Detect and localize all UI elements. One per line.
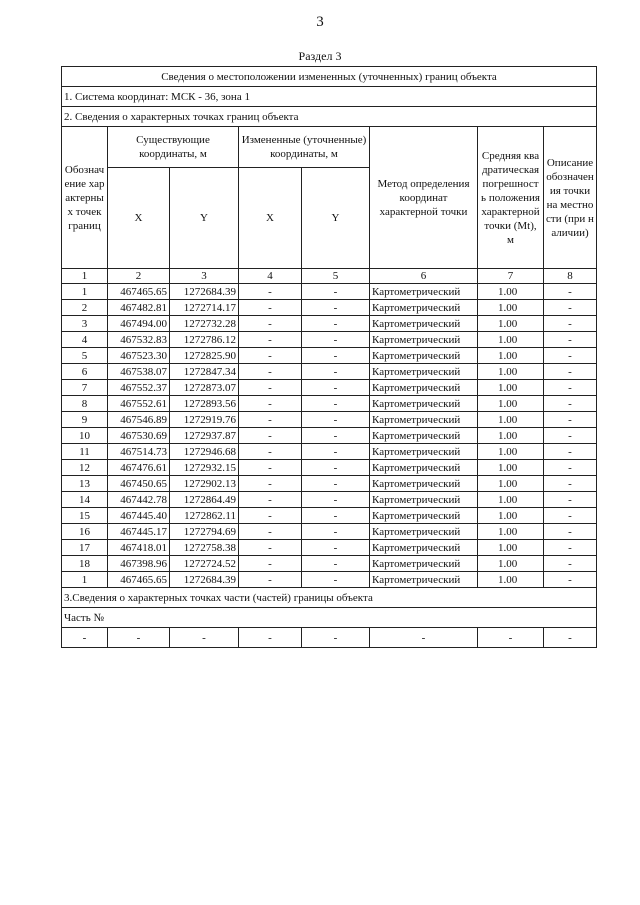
changed-x-cell: - — [239, 316, 302, 332]
point-number-cell: 6 — [62, 364, 108, 380]
changed-x-cell: - — [239, 492, 302, 508]
method-cell: Картометрический — [370, 540, 478, 556]
changed-y-cell: - — [302, 572, 370, 588]
column-index-cell: 8 — [544, 269, 597, 284]
changed-y-cell: - — [302, 348, 370, 364]
existing-y-cell: 1272946.68 — [170, 444, 239, 460]
existing-x-cell: 467552.61 — [108, 396, 170, 412]
table-row — [62, 316, 597, 332]
point-number-cell: 5 — [62, 348, 108, 364]
boundary-table — [61, 66, 597, 648]
description-cell: - — [544, 428, 597, 444]
table-row — [62, 364, 597, 380]
header-changed-y: Y — [302, 168, 370, 269]
method-cell: Картометрический — [370, 332, 478, 348]
method-cell: Картометрический — [370, 380, 478, 396]
changed-y-cell: - — [302, 540, 370, 556]
header-existing-y: Y — [170, 168, 239, 269]
description-cell: - — [544, 460, 597, 476]
parts-heading: 3.Сведения о характерных точках части (частей) границы объекта — [62, 588, 597, 608]
table-row — [62, 492, 597, 508]
method-cell: Картометрический — [370, 300, 478, 316]
existing-x-cell: 467494.00 — [108, 316, 170, 332]
existing-x-cell: 467482.81 — [108, 300, 170, 316]
changed-y-cell: - — [302, 460, 370, 476]
changed-y-cell: - — [302, 332, 370, 348]
point-number-cell: 7 — [62, 380, 108, 396]
point-number-cell: 9 — [62, 412, 108, 428]
empty-cell: - — [62, 628, 108, 648]
description-cell: - — [544, 556, 597, 572]
table-row — [62, 460, 597, 476]
changed-x-cell: - — [239, 332, 302, 348]
method-cell: Картометрический — [370, 412, 478, 428]
table-title: Сведения о местоположении измененных (уточненных) границ объекта — [62, 67, 597, 87]
error-cell: 1.00 — [478, 508, 544, 524]
header-description: Описание обозначения точки на местности (при наличии) — [544, 127, 597, 269]
description-cell: - — [544, 492, 597, 508]
method-cell: Картометрический — [370, 556, 478, 572]
point-number-cell: 2 — [62, 300, 108, 316]
description-cell: - — [544, 364, 597, 380]
existing-y-cell: 1272919.76 — [170, 412, 239, 428]
existing-x-cell: 467523.30 — [108, 348, 170, 364]
changed-x-cell: - — [239, 476, 302, 492]
description-cell: - — [544, 348, 597, 364]
existing-y-cell: 1272862.11 — [170, 508, 239, 524]
point-number-cell: 17 — [62, 540, 108, 556]
table-row — [62, 412, 597, 428]
table-row — [62, 572, 597, 588]
empty-part-row — [62, 628, 597, 648]
point-number-cell: 14 — [62, 492, 108, 508]
point-number-cell: 13 — [62, 476, 108, 492]
existing-x-cell: 467532.83 — [108, 332, 170, 348]
point-number-cell: 4 — [62, 332, 108, 348]
changed-x-cell: - — [239, 540, 302, 556]
table-row — [62, 556, 597, 572]
column-index-cell: 7 — [478, 269, 544, 284]
changed-y-cell: - — [302, 284, 370, 300]
existing-x-cell: 467445.40 — [108, 508, 170, 524]
existing-y-cell: 1272714.17 — [170, 300, 239, 316]
changed-y-cell: - — [302, 396, 370, 412]
changed-y-cell: - — [302, 428, 370, 444]
error-cell: 1.00 — [478, 492, 544, 508]
section-title: Раздел 3 — [298, 49, 342, 63]
column-index-cell: 6 — [370, 269, 478, 284]
header-changed-coords: Измененные (уточненные) координаты, м — [239, 127, 370, 168]
changed-x-cell: - — [239, 412, 302, 428]
table-row — [62, 524, 597, 540]
changed-y-cell: - — [302, 556, 370, 572]
description-cell: - — [544, 508, 597, 524]
changed-y-cell: - — [302, 444, 370, 460]
error-cell: 1.00 — [478, 348, 544, 364]
existing-y-cell: 1272794.69 — [170, 524, 239, 540]
error-cell: 1.00 — [478, 300, 544, 316]
error-cell: 1.00 — [478, 380, 544, 396]
existing-y-cell: 1272825.90 — [170, 348, 239, 364]
point-number-cell: 8 — [62, 396, 108, 412]
existing-y-cell: 1272732.28 — [170, 316, 239, 332]
point-number-cell: 18 — [62, 556, 108, 572]
method-cell: Картометрический — [370, 508, 478, 524]
description-cell: - — [544, 524, 597, 540]
part-label: Часть № — [62, 608, 597, 628]
changed-y-cell: - — [302, 412, 370, 428]
table-row — [62, 332, 597, 348]
table-row — [62, 476, 597, 492]
changed-y-cell: - — [302, 364, 370, 380]
existing-x-cell: 467442.78 — [108, 492, 170, 508]
method-cell: Картометрический — [370, 444, 478, 460]
changed-x-cell: - — [239, 284, 302, 300]
changed-x-cell: - — [239, 508, 302, 524]
existing-x-cell: 467445.17 — [108, 524, 170, 540]
error-cell: 1.00 — [478, 540, 544, 556]
point-number-cell: 3 — [62, 316, 108, 332]
description-cell: - — [544, 572, 597, 588]
changed-x-cell: - — [239, 396, 302, 412]
header-method: Метод определения координат характерной точки — [370, 127, 478, 269]
existing-x-cell: 467465.65 — [108, 284, 170, 300]
method-cell: Картометрический — [370, 396, 478, 412]
changed-y-cell: - — [302, 492, 370, 508]
point-number-cell: 12 — [62, 460, 108, 476]
existing-y-cell: 1272724.52 — [170, 556, 239, 572]
changed-x-cell: - — [239, 556, 302, 572]
coord-system: 1. Система координат: МСК - 36, зона 1 — [62, 87, 597, 107]
description-cell: - — [544, 316, 597, 332]
error-cell: 1.00 — [478, 332, 544, 348]
method-cell: Картометрический — [370, 428, 478, 444]
method-cell: Картометрический — [370, 364, 478, 380]
method-cell: Картометрический — [370, 316, 478, 332]
table-row — [62, 284, 597, 300]
existing-x-cell: 467530.69 — [108, 428, 170, 444]
table-row — [62, 380, 597, 396]
description-cell: - — [544, 284, 597, 300]
existing-y-cell: 1272864.49 — [170, 492, 239, 508]
existing-y-cell: 1272893.56 — [170, 396, 239, 412]
existing-y-cell: 1272937.87 — [170, 428, 239, 444]
table-row — [62, 300, 597, 316]
existing-x-cell: 467538.07 — [108, 364, 170, 380]
existing-x-cell: 467546.89 — [108, 412, 170, 428]
column-index-cell: 5 — [302, 269, 370, 284]
existing-y-cell: 1272684.39 — [170, 284, 239, 300]
changed-y-cell: - — [302, 316, 370, 332]
existing-y-cell: 1272758.38 — [170, 540, 239, 556]
method-cell: Картометрический — [370, 524, 478, 540]
changed-x-cell: - — [239, 524, 302, 540]
header-existing-x: X — [108, 168, 170, 269]
empty-cell: - — [370, 628, 478, 648]
error-cell: 1.00 — [478, 284, 544, 300]
error-cell: 1.00 — [478, 396, 544, 412]
existing-x-cell: 467465.65 — [108, 572, 170, 588]
empty-cell: - — [108, 628, 170, 648]
method-cell: Картометрический — [370, 460, 478, 476]
existing-y-cell: 1272786.12 — [170, 332, 239, 348]
changed-x-cell: - — [239, 460, 302, 476]
description-cell: - — [544, 380, 597, 396]
existing-x-cell: 467398.96 — [108, 556, 170, 572]
method-cell: Картометрический — [370, 348, 478, 364]
changed-y-cell: - — [302, 476, 370, 492]
column-index-cell: 4 — [239, 269, 302, 284]
changed-x-cell: - — [239, 364, 302, 380]
error-cell: 1.00 — [478, 428, 544, 444]
existing-y-cell: 1272902.13 — [170, 476, 239, 492]
description-cell: - — [544, 476, 597, 492]
table-row — [62, 508, 597, 524]
description-cell: - — [544, 444, 597, 460]
changed-x-cell: - — [239, 444, 302, 460]
description-cell: - — [544, 332, 597, 348]
points-heading: 2. Сведения о характерных точках границ объекта — [62, 107, 597, 127]
existing-x-cell: 467418.01 — [108, 540, 170, 556]
table-row — [62, 444, 597, 460]
header-existing-coords: Существующие координаты, м — [108, 127, 239, 168]
empty-cell: - — [302, 628, 370, 648]
changed-x-cell: - — [239, 380, 302, 396]
method-cell: Картометрический — [370, 572, 478, 588]
header-changed-x: X — [239, 168, 302, 269]
existing-x-cell: 467552.37 — [108, 380, 170, 396]
existing-y-cell: 1272847.34 — [170, 364, 239, 380]
empty-cell: - — [478, 628, 544, 648]
column-index-cell: 2 — [108, 269, 170, 284]
existing-x-cell: 467514.73 — [108, 444, 170, 460]
error-cell: 1.00 — [478, 556, 544, 572]
description-cell: - — [544, 396, 597, 412]
existing-y-cell: 1272684.39 — [170, 572, 239, 588]
error-cell: 1.00 — [478, 364, 544, 380]
description-cell: - — [544, 540, 597, 556]
point-number-cell: 16 — [62, 524, 108, 540]
changed-y-cell: - — [302, 524, 370, 540]
point-number-cell: 10 — [62, 428, 108, 444]
empty-cell: - — [544, 628, 597, 648]
error-cell: 1.00 — [478, 572, 544, 588]
empty-cell: - — [170, 628, 239, 648]
error-cell: 1.00 — [478, 316, 544, 332]
existing-y-cell: 1272932.15 — [170, 460, 239, 476]
table-row — [62, 428, 597, 444]
method-cell: Картометрический — [370, 284, 478, 300]
existing-y-cell: 1272873.07 — [170, 380, 239, 396]
error-cell: 1.00 — [478, 524, 544, 540]
error-cell: 1.00 — [478, 444, 544, 460]
method-cell: Картометрический — [370, 492, 478, 508]
empty-cell: - — [239, 628, 302, 648]
table-row — [62, 396, 597, 412]
changed-x-cell: - — [239, 348, 302, 364]
point-number-cell: 1 — [62, 284, 108, 300]
header-error: Средняя квадратическая погрешность положения характерной точки (Mt), м — [478, 127, 544, 269]
column-index-cell: 3 — [170, 269, 239, 284]
point-number-cell: 1 — [62, 572, 108, 588]
error-cell: 1.00 — [478, 412, 544, 428]
changed-x-cell: - — [239, 572, 302, 588]
column-index-row — [62, 269, 597, 284]
page-number: 3 — [316, 14, 324, 30]
table-row — [62, 540, 597, 556]
description-cell: - — [544, 412, 597, 428]
description-cell: - — [544, 300, 597, 316]
existing-x-cell: 467476.61 — [108, 460, 170, 476]
changed-y-cell: - — [302, 380, 370, 396]
changed-x-cell: - — [239, 300, 302, 316]
column-index-cell: 1 — [62, 269, 108, 284]
error-cell: 1.00 — [478, 460, 544, 476]
table-row — [62, 348, 597, 364]
changed-y-cell: - — [302, 508, 370, 524]
method-cell: Картометрический — [370, 476, 478, 492]
point-number-cell: 15 — [62, 508, 108, 524]
existing-x-cell: 467450.65 — [108, 476, 170, 492]
changed-x-cell: - — [239, 428, 302, 444]
changed-y-cell: - — [302, 300, 370, 316]
header-point-name: Обозначение характерных точек границ — [62, 127, 108, 269]
point-number-cell: 11 — [62, 444, 108, 460]
error-cell: 1.00 — [478, 476, 544, 492]
